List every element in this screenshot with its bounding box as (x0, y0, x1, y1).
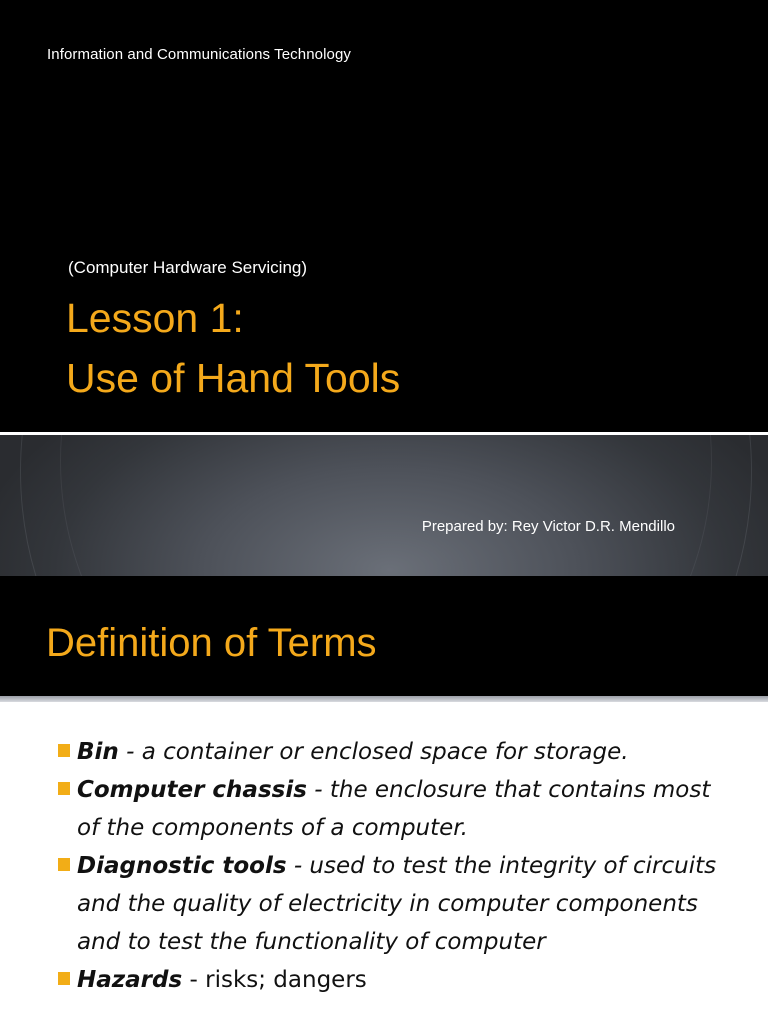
definitions-title: Definition of Terms (46, 621, 377, 665)
square-bullet-icon (58, 744, 70, 757)
decorative-arc-inner (60, 435, 712, 576)
term-item (58, 771, 738, 847)
term-item (58, 733, 738, 771)
term-name: Diagnostic tools (77, 853, 287, 879)
course-label: (Computer Hardware Servicing) (68, 258, 308, 277)
term-name: Bin (77, 739, 119, 765)
term-definition: - used to test the integrity of circuits and the quality of electricity in computer components and to test the functionality of computer (77, 853, 717, 955)
subject-label: Information and Communications Technology (47, 46, 351, 63)
square-bullet-icon (58, 858, 70, 871)
header-rule (0, 696, 768, 702)
terms-list (58, 733, 738, 999)
author-credit: Prepared by: Rey Victor D.R. Mendillo (421, 518, 675, 535)
term-definition: - the enclosure that contains most of the components of a computer. (77, 777, 711, 841)
term-definition: - a container or enclosed space for storage. (118, 739, 629, 765)
term-name: Computer chassis (77, 777, 307, 803)
definitions-slide-header (0, 576, 768, 696)
title-slide-band (0, 435, 768, 576)
title-slide-top (0, 0, 768, 432)
term-name: Hazards (77, 967, 183, 993)
lesson-title-line-2: Use of Hand Tools (66, 355, 401, 401)
square-bullet-icon (58, 972, 70, 985)
term-definition: - risks; dangers (182, 967, 367, 993)
term-item (58, 961, 738, 999)
lesson-title-line-1: Lesson 1: (66, 295, 244, 341)
term-item (58, 847, 738, 961)
square-bullet-icon (58, 782, 70, 795)
